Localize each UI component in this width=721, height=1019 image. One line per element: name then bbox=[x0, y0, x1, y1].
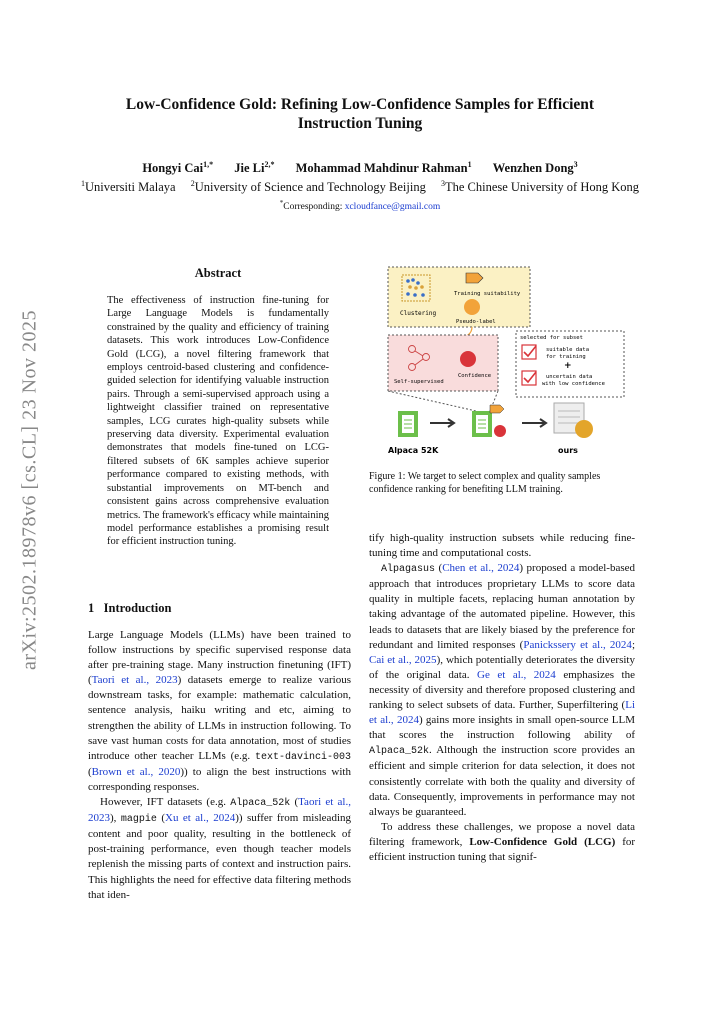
title-line-2: Instruction Tuning bbox=[297, 115, 423, 132]
arrow-right-icon bbox=[430, 419, 454, 427]
gold-medal-icon bbox=[575, 420, 593, 438]
label-alpaca: Alpaca 52K bbox=[388, 446, 439, 455]
label-uncertain-1: uncertain data bbox=[546, 374, 593, 380]
author-4: Wenzhen Dong$^3$ bbox=[492, 160, 578, 176]
author-list bbox=[40, 160, 680, 176]
arxiv-id: arXiv:2502.18978v6 [cs.CL] 23 Nov 2025 bbox=[18, 309, 41, 671]
label-clustering: Clustering bbox=[400, 310, 437, 317]
citation-link[interactable]: Xu et al., 2024 bbox=[165, 812, 236, 825]
intro-paragraph-2: However, IFT datasets (e.g. Alpaca_52k (Taori et al., 2023), magpie (Xu et al., 2024)) suffer from misleading content and poor quality, resulting in the bottleneck of post-training performance, even though teacher models replenish the missing parts of context and instruction pairs. This highlights the need for effective data filtering methods that iden- bbox=[88, 796, 351, 901]
affiliation-3: $^3$The Chinese University of Hong Kong bbox=[440, 179, 640, 195]
citation-link[interactable]: Li et al., 2024 bbox=[369, 699, 635, 727]
citation-link[interactable]: Ge et al., 2024 bbox=[477, 668, 556, 681]
confidence-virus-icon bbox=[460, 351, 476, 367]
clustering-panel bbox=[388, 267, 530, 327]
pseudo-label-dot bbox=[464, 299, 480, 315]
paper-title bbox=[60, 95, 660, 133]
intro-paragraph-1: Large Language Models (LLMs) have been trained to follow instructions by specific supervised response data after pre-training stage. Many instruction finetuning (IFT) (Taori et al., 2023) datasets emerge to realize various downstream tasks, for example: mathematic calculation, sentence analysis, haiku writing and etc, aiming to strengthen the ability of LLMs in instruction following. To save vast human costs for data annotation, most of studies introduce other teacher LLMs (e.g. text-davinci-003 (Brown et al., 2020)) to align the best instructions with corresponding responses. bbox=[88, 629, 351, 793]
abstract-heading: Abstract bbox=[194, 266, 242, 280]
citation-link[interactable]: Panickssery et al., 2024 bbox=[523, 638, 632, 651]
funnel-line bbox=[388, 391, 476, 411]
citation-link[interactable]: Taori et al., 2023 bbox=[88, 796, 351, 825]
label-self-supervised: Self-supervised bbox=[394, 379, 444, 385]
right-paragraph-2: Alpagasus (Chen et al., 2024) proposed a model-based approach that introduces proprietary LLMs to score data quality in multiple facets, replacing human annotation by taking advantage of the automated pipeline. However, this leads to datasets that are likely biased by the preference for redundant and limited responses (Panickssery et al., 2024; Cai et al., 2025), which potentially deteriorates the diversity of the original data. Ge et al., 2024 emphasizes the necessity of diversity and therefore proposed clustering and ranking to select subsets of data. Further, Superfiltering (Li et al., 2024) gains more insights in small open-source LLM that scores the instruction following ability of Alpaca_52k. Although the instruction score provides an efficient and simple criterion for data selection, it does not consistently correlate with both the quality and diversity of data. Consequently, improvements in performance may not always be guaranteed. bbox=[369, 562, 635, 818]
label-confidence: Confidence bbox=[458, 373, 492, 379]
author-3: Mohammad Mahdinur Rahman$^1$ bbox=[295, 160, 472, 176]
label-suitable-1: suitable data bbox=[546, 347, 590, 353]
section-heading-introduction: 1 Introduction bbox=[88, 601, 172, 615]
author-2: Jie $Li^{2,*}$ bbox=[234, 160, 275, 176]
label-suitable-2: for training bbox=[546, 354, 586, 360]
introduction-text bbox=[88, 628, 351, 903]
tag-icon bbox=[490, 405, 504, 413]
abstract-text: The effectiveness of instruction fine-tuning for Large Language Models is fundamentally constrained by the quality and efficiency of training datasets. This work introduces Low-Confidence Gold (LCG), a novel filtering framework that employs centroid-based clustering and confidence-guided selection for identifying valuable instruction pairs. Through a semi-supervised approach using a lightweight classifier trained on representative samples, LCG curates high-quality subsets while preserving data diversity. Experimental evaluation demonstrates that models fine-tuned on LCG-filtered subsets of 6K samples achieve superior performance compared to existing methods, with substantial improvements on MT-bench and consistent gains across comprehensive evaluation metrics. The framework's efficacy while maintaining model performance establishes a promising result for efficient instruction tuning. bbox=[107, 295, 329, 548]
title-line-1: Low-Confidence Gold: Refining Low-Confidence Samples for Efficient bbox=[125, 96, 595, 113]
citation-link[interactable]: Taori et al., 2023 bbox=[91, 674, 178, 687]
arrow-right-icon bbox=[522, 419, 546, 427]
figure-1-diagram bbox=[386, 265, 626, 465]
right-paragraph-3: To address these challenges, we propose a novel data filtering framework, Low-Confidence Gold (LCG) for efficient instruction tuning that signif- bbox=[369, 820, 636, 863]
label-plus: + bbox=[564, 361, 572, 371]
label-pseudo: Pseudo-label bbox=[456, 319, 496, 325]
label-uncertain-2: with low confidence bbox=[542, 381, 605, 387]
label-training-suitability: Training suitability bbox=[454, 291, 521, 297]
corresponding-note: *Corresponding: xcloudfance@gmail.com bbox=[279, 199, 441, 213]
right-column-text bbox=[369, 531, 635, 865]
citation-link[interactable]: Cai et al., 2025 bbox=[369, 653, 437, 666]
affiliation-1: $^1$Universiti Malaya bbox=[80, 179, 176, 195]
label-ours: ours bbox=[558, 446, 578, 455]
author-1: Hongyi Cai$^{1,*}$ bbox=[142, 160, 214, 176]
right-paragraph-1: tify high-quality instruction subsets while reducing fine-tuning time and computational costs. bbox=[369, 532, 635, 560]
confidence-virus-icon bbox=[494, 425, 506, 437]
email-link[interactable]: xcloudfance@gmail.com bbox=[344, 202, 441, 213]
label-selected: selected for subset bbox=[520, 335, 583, 341]
citation-link[interactable]: Chen et al., 2024 bbox=[442, 562, 520, 575]
citation-link[interactable]: Brown et al., 2020 bbox=[91, 765, 181, 778]
affiliation-list bbox=[20, 179, 700, 195]
arxiv-watermark bbox=[8, 280, 52, 700]
figure-1-caption: Figure 1: We target to select complex and quality samples confidence ranking for benefiting LLM training. bbox=[369, 471, 601, 495]
affiliation-2: $^2$University of Science and Technology Beijing bbox=[190, 179, 426, 195]
